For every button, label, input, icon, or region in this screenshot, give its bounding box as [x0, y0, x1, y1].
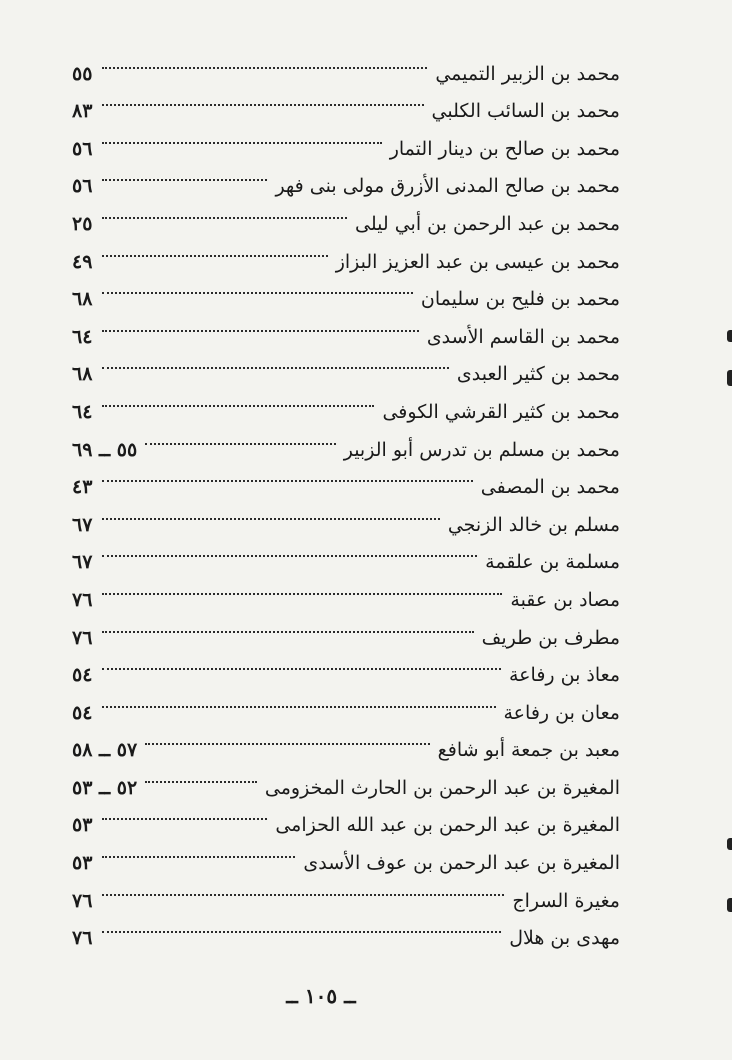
entry-name: مسلمة بن علقمة	[485, 551, 620, 574]
entry-name: المغيرة بن عبد الرحمن بن الحارث المخزومى	[264, 776, 620, 799]
dot-leader	[143, 719, 431, 757]
entry-name: معبد بن جمعة أبو شافع	[437, 739, 620, 762]
entry-name: المغيرة بن عبد الرحمن بن عوف الأسدى	[303, 852, 620, 875]
entry-name: محمد بن صالح المدنى الأزرق مولى بنى فهر	[275, 175, 620, 198]
dot-leader	[100, 343, 451, 381]
index-entry	[72, 42, 620, 85]
entry-name: مهدى بن هلال	[509, 927, 620, 950]
dot-leader	[100, 230, 330, 268]
dot-leader	[100, 794, 269, 832]
entry-name: محمد بن كثير القرشي الكوفى	[382, 400, 620, 423]
edge-mark	[727, 838, 732, 850]
entry-page-number: ٥٣	[72, 852, 93, 875]
entry-name: مصاد بن عقبة	[510, 588, 620, 611]
entry-page-number: ٥٦	[72, 137, 93, 160]
entry-name: محمد بن عبد الرحمن بن أبي ليلى	[355, 212, 620, 235]
entry-page-number: ٢٥	[72, 212, 93, 235]
page-number: ــ ١٠٥ ــ	[286, 984, 356, 1008]
entry-name: محمد بن فليح بن سليمان	[420, 288, 620, 311]
dot-leader	[100, 644, 503, 682]
entry-page-number: ٤٣	[72, 476, 93, 499]
entry-name: محمد بن كثير العبدى	[456, 363, 620, 386]
dot-leader	[100, 606, 476, 644]
entry-page-number: ٧٦	[72, 588, 93, 611]
entry-page-number: ٥٧ ــ ٥٨	[72, 739, 138, 762]
dot-leader	[100, 192, 349, 230]
entry-name: محمد بن صالح بن دينار التمار	[389, 137, 620, 160]
entry-page-number: ٦٧	[72, 551, 93, 574]
dot-leader	[100, 531, 479, 569]
index-list	[72, 42, 620, 950]
dot-leader	[143, 756, 259, 794]
edge-mark	[727, 898, 732, 912]
dot-leader	[100, 681, 498, 719]
entry-name: مسلم بن خالد الزنجي	[447, 513, 620, 536]
dot-leader	[100, 907, 503, 945]
entry-page-number: ٥٥	[72, 62, 93, 85]
entry-page-number: ٦٨	[72, 288, 93, 311]
entry-page-number: ٧٦	[72, 626, 93, 649]
entry-page-number: ٥٣	[72, 814, 93, 837]
dot-leader	[100, 493, 442, 531]
dot-leader	[100, 831, 297, 869]
entry-name: محمد بن الزبير التميمي	[435, 62, 620, 85]
entry-name: محمد بن مسلم بن تدرس أبو الزبير	[343, 438, 620, 461]
entry-page-number: ٤٩	[72, 250, 93, 273]
dot-leader	[100, 305, 421, 343]
dot-leader	[100, 268, 415, 306]
dot-leader	[100, 380, 376, 418]
entry-page-number: ٦٨	[72, 363, 93, 386]
entry-name: محمد بن المصفى	[480, 476, 620, 499]
entry-name: محمد بن القاسم الأسدى	[426, 325, 620, 348]
entry-page-number: ٥٢ ــ ٥٣	[72, 776, 138, 799]
dot-leader	[100, 80, 426, 118]
entry-page-number: ٧٦	[72, 927, 93, 950]
entry-page-number: ٥٤	[72, 701, 93, 724]
dot-leader	[100, 117, 384, 155]
entry-name: مغيرة السراج	[512, 889, 620, 912]
entry-name: محمد بن عيسى بن عبد العزيز البزاز	[335, 250, 620, 273]
entry-name: مطرف بن طريف	[481, 626, 620, 649]
entry-name: محمد بن السائب الكلبي	[431, 100, 620, 123]
entry-page-number: ٧٦	[72, 889, 93, 912]
dot-leader	[100, 42, 429, 80]
dot-leader	[143, 418, 338, 456]
dot-leader	[100, 869, 506, 907]
entry-name: معاذ بن رفاعة	[509, 664, 620, 687]
entry-name: المغيرة بن عبد الرحمن بن عبد الله الحزامى	[275, 814, 620, 837]
entry-page-number: ٦٤	[72, 325, 93, 348]
dot-leader	[100, 456, 475, 494]
entry-page-number: ٨٣	[72, 100, 93, 123]
entry-page-number: ٥٦	[72, 175, 93, 198]
dot-leader	[100, 568, 504, 606]
entry-page-number: ٥٥ ــ ٦٩	[72, 438, 138, 461]
dot-leader	[100, 155, 269, 193]
entry-page-number: ٦٧	[72, 513, 93, 536]
entry-name: معان بن رفاعة	[503, 701, 620, 724]
edge-mark	[727, 330, 732, 342]
entry-page-number: ٥٤	[72, 664, 93, 687]
entry-page-number: ٦٤	[72, 400, 93, 423]
edge-mark	[727, 370, 732, 386]
